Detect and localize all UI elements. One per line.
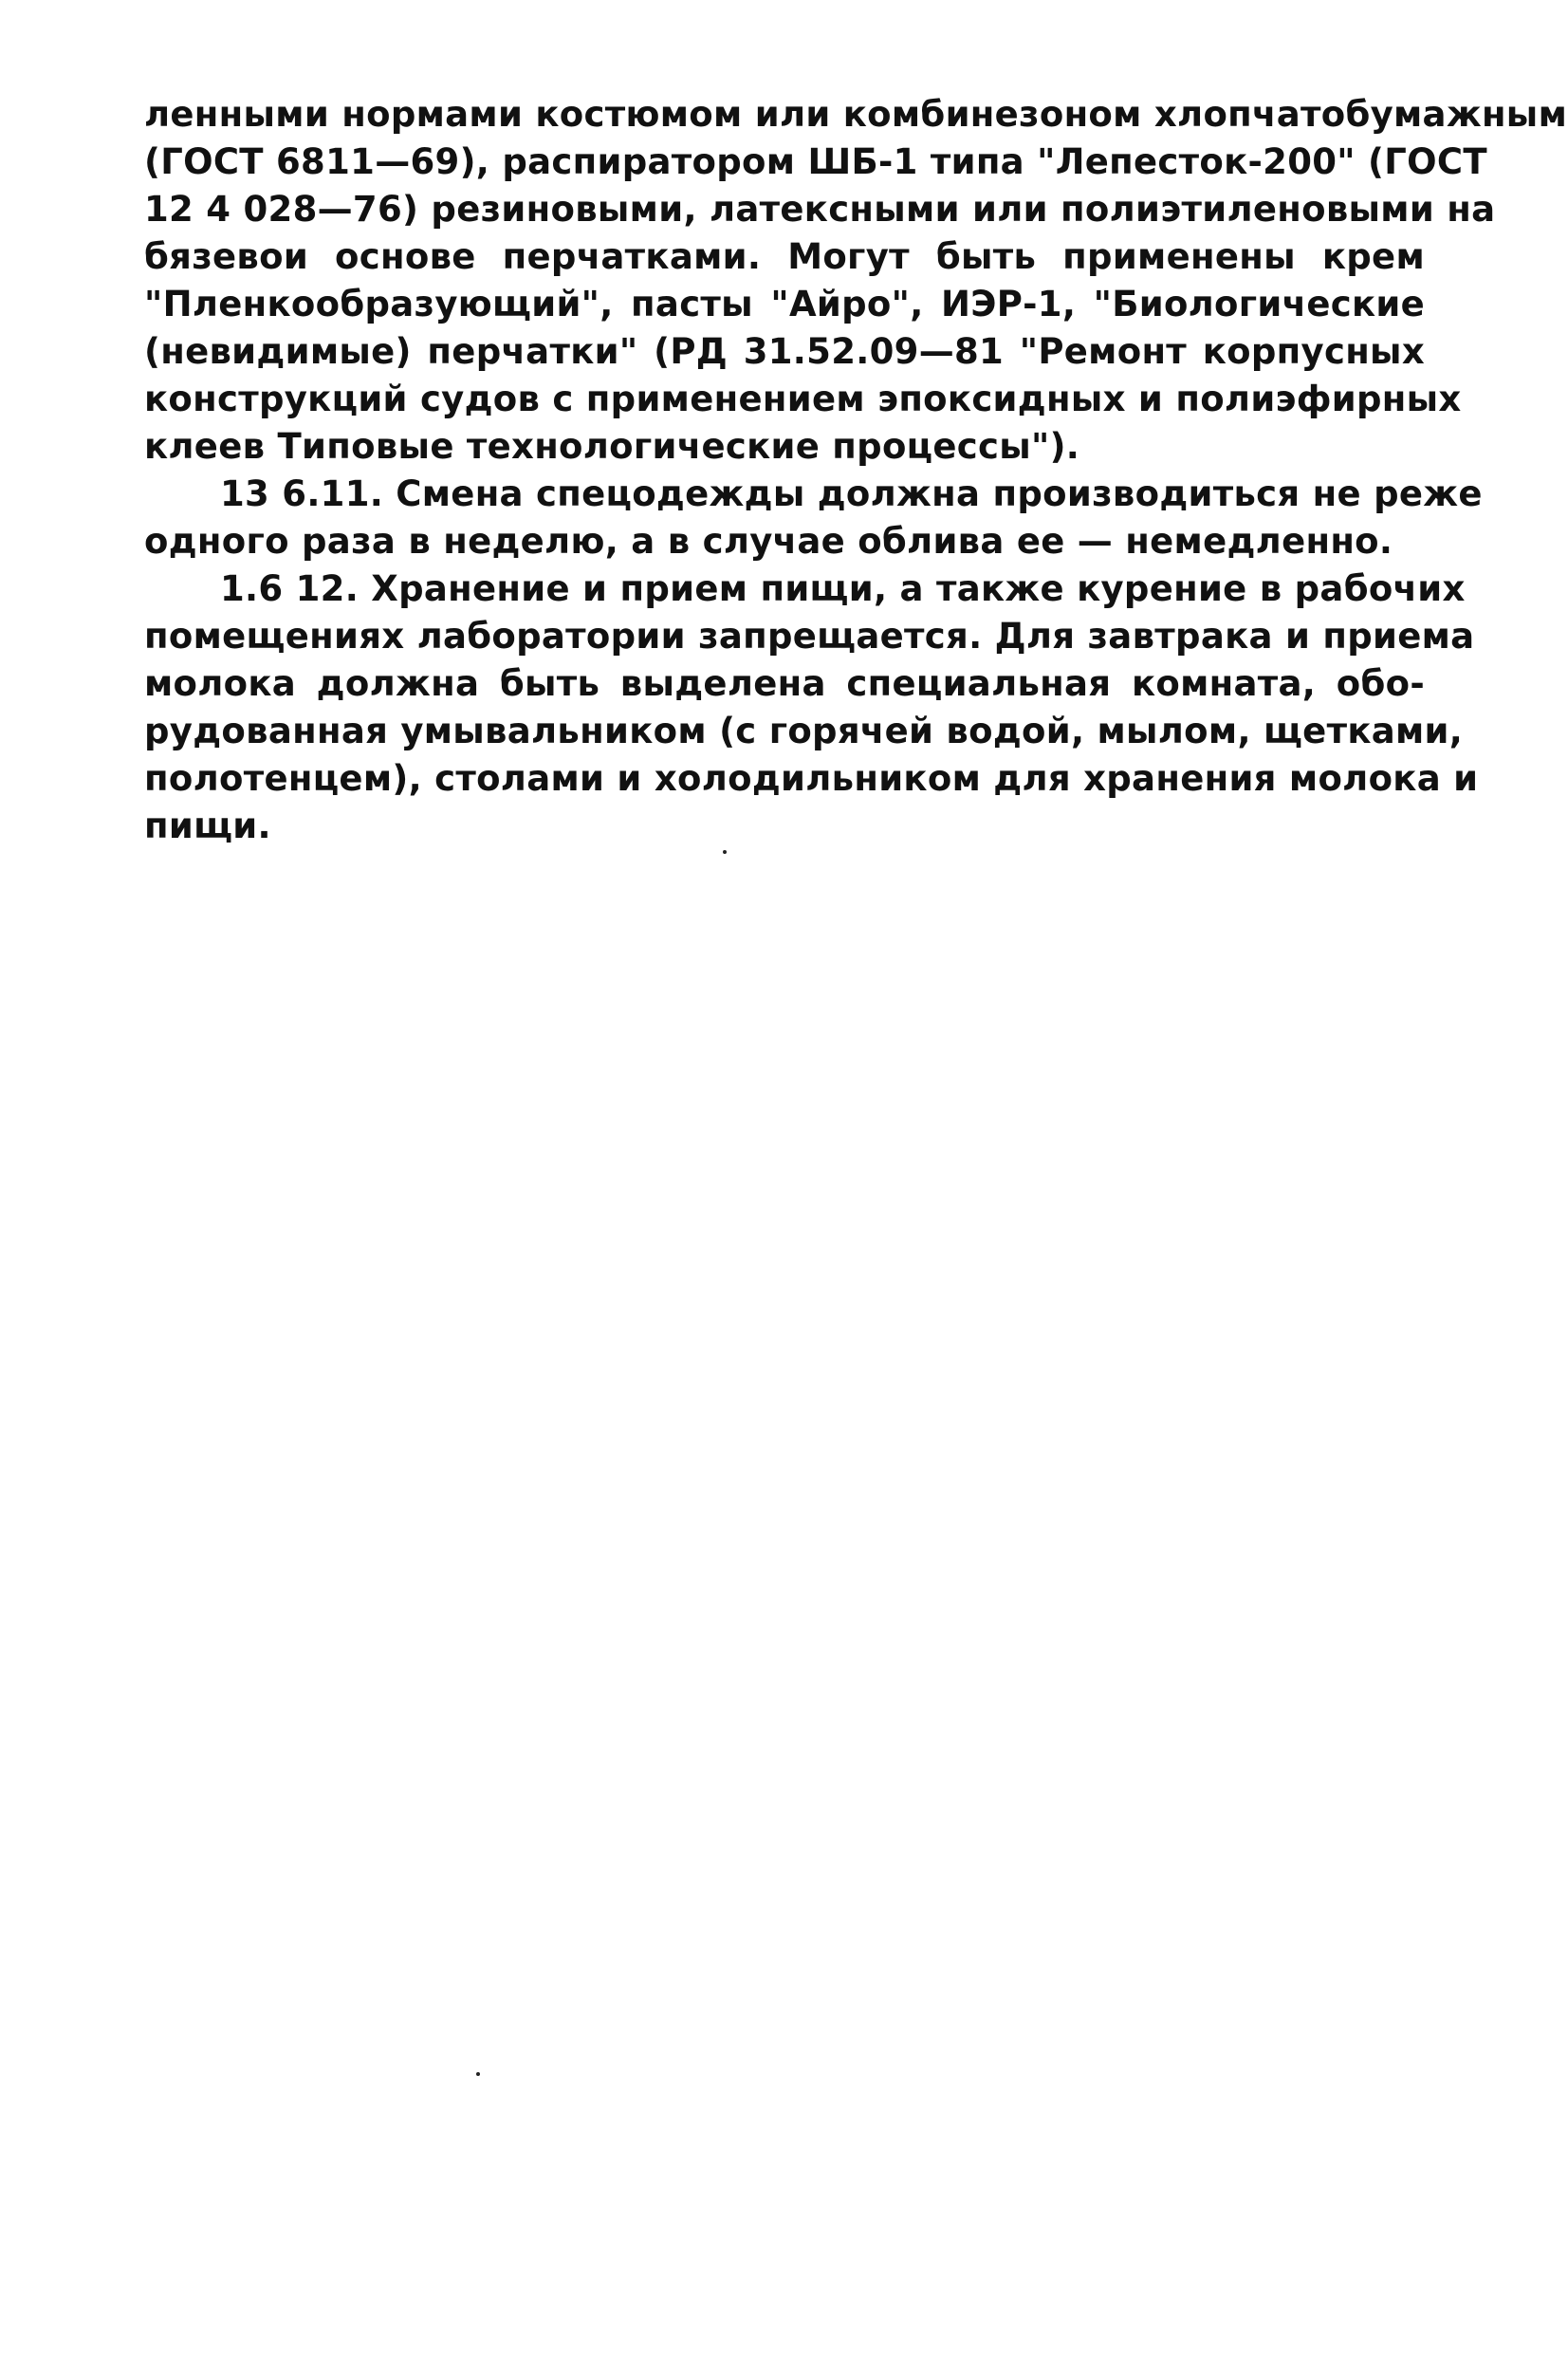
text-line: пищи.: [144, 806, 271, 846]
text-line: одного раза в неделю, а в случае облива ее — немедленно.: [144, 521, 1393, 562]
document-text: [144, 91, 1568, 850]
text-line: 1.6 12. Хранение и прием пищи, а также курение в рабочих: [220, 568, 1466, 609]
text-line: (невидимые) перчатки" (РД 31.52.09—81 "Ремонт корпусных: [144, 331, 1425, 372]
text-line: молока должна быть выделена специальная комната, обо-: [144, 663, 1425, 704]
text-line: клеев Типовые технологические процессы").: [144, 426, 1080, 467]
text-line: помещениях лаборатории запрещается. Для завтрака и приема: [144, 616, 1475, 657]
text-line: "Пленкообразующий", пасты "Айро", ИЭР-1, "Биологические: [144, 284, 1425, 324]
text-line: бязевои основе перчатками. Могут быть применены крем: [144, 236, 1425, 277]
text-line: рудованная умывальником (с горячей водой, мылом, щетками,: [144, 711, 1464, 751]
paragraph-food-storage: [144, 565, 1479, 850]
paragraph-workwear-change: [144, 471, 1483, 565]
text-line: 12 4 028—76) резиновыми, латексными или полиэтиленовыми на: [144, 189, 1496, 230]
text-line: конструкций судов с применением эпоксидных и полиэфирных: [144, 379, 1462, 419]
paragraph-ppe: [144, 91, 1568, 471]
scan-speck: [723, 850, 727, 854]
text-line: полотенцем), столами и холодильником для хранения молока и: [144, 758, 1479, 799]
text-line: (ГОСТ 6811—69), распиратором ШБ-1 типа "Лепесток-200" (ГОСТ: [144, 141, 1487, 182]
text-line: 13 6.11. Смена спецодежды должна производиться не реже: [220, 473, 1483, 514]
text-line: ленными нормами костюмом или комбинезоном хлопчатобумажным: [144, 94, 1568, 135]
scan-speck: [476, 2072, 480, 2076]
